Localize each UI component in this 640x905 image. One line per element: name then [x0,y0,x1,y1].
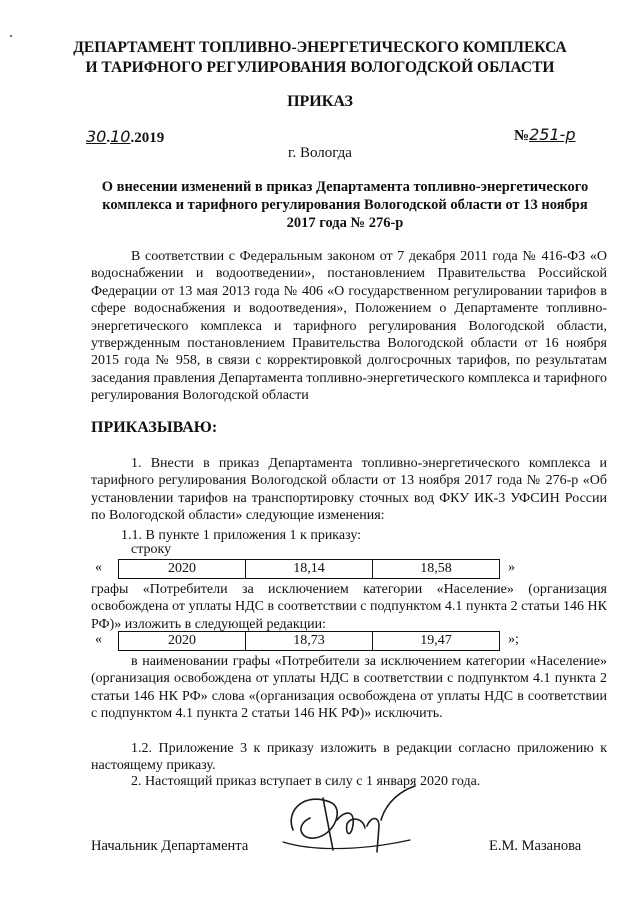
item-1-2: 1.2. Приложение 3 к приказу изложить в редакции согласно приложению к настоящему приказу. [91,741,607,774]
number-value: 251-р [529,125,576,144]
order-date [86,127,164,147]
order-subject: О внесении изменений в приказ Департамента топливно-энергетического комплекса и тарифного регулирования Вологодской области от 13 ноября 2017 года № 276-р [101,179,589,231]
row-word: строку [131,542,172,557]
date-day: 30 [86,127,107,146]
item-1-1: 1.1. В пункте 1 приложения 1 к приказу: [121,528,362,543]
old-row-table [118,559,500,579]
table-cell-tariff-2: 18,58 [420,561,452,576]
quote-open: « [95,560,102,575]
header-line-2: И ТАРИФНОГО РЕГУЛИРОВАНИЯ ВОЛОГОДСКОЙ ОБЛАСТИ [85,59,555,76]
quote-close: » [508,560,515,575]
item-1-1-columns: графы «Потребители за исключением категории «Население» (организация освобождена от уплаты НДС в соответствии с подпунктом 4.1 пункта 2 статьи 146 НК РФ)» изложить в следующей редакции: [91,582,607,632]
table-cell-year: 2020 [119,632,246,650]
city: г. Вологда [288,145,352,161]
table-cell-tariff-1: 18,14 [246,560,373,578]
header-line-1: ДЕПАРТАМЕНТ ТОПЛИВНО-ЭНЕРГЕТИЧЕСКОГО КОМПЛЕКСА [73,39,567,56]
item-2: 2. Настоящий приказ вступает в силу с 1 января 2020 года. [131,774,481,789]
old-row [95,559,525,579]
quote-open: « [95,632,102,647]
date-year: .2019 [130,130,165,146]
item-1-1-heading-change: в наименовании графы «Потребители за исключением категории «Население» (организация освобождена от уплаты НДС в соответствии с подпунктом 4.1 пункта 2 статьи 146 НК РФ» слова «(организация освобождена от уплаты НДС в соответствии с подпунктом 4.1 пункта 2 статьи 146 НК РФ)» исключить. [91,654,607,722]
quote-close: »; [508,632,519,647]
signer-name: Е.М. Мазанова [489,838,582,854]
decree-word: ПРИКАЗЫВАЮ: [91,419,218,436]
table-cell-year: 2020 [119,560,246,578]
table-cell-tariff-1: 18,73 [246,632,373,650]
signer-position: Начальник Департамента [91,838,249,854]
new-row-table [118,631,500,651]
table-cell-tariff-2: 19,47 [420,633,452,648]
item-1: 1. Внести в приказ Департамента топливно-энергетического комплекса и тарифного регулирования Вологодской области от 13 ноября 2017 года № 276-р «Об установлении тарифов на транспортировку сточных вод ФКУ ИК-3 УФСИН России по Вологодской области» следующие изменения: [91,456,607,524]
date-month: 10 [110,127,131,146]
new-row [95,631,525,651]
scan-speck [10,35,12,37]
preamble: В соответствии с Федеральным законом от 7 декабря 2011 года № 416-ФЗ «О водоснабжении и водоотведении», постановлением Правительства Российской Федерации от 13 мая 2013 года № 406 «О государственном регулировании тарифов в сфере водоснабжения и водоотведения», Положением о Департаменте топливно-энергетического комплекса и тарифного регулирования Вологодской области, утвержденным постановлением Правительства Вологодской области от 16 ноября 2015 года № 958, в связи с корректировкой долгосрочных тарифов, по результатам заседания правления Департамента топливно-энергетического комплекса и тарифного регулирования Вологодской области [91,249,607,404]
number-prefix: № [514,128,530,144]
order-number [514,125,576,145]
department-header [60,38,580,78]
date-separator: . [106,130,111,146]
order-title: ПРИКАЗ [287,93,353,110]
handwritten-signature [275,780,425,860]
